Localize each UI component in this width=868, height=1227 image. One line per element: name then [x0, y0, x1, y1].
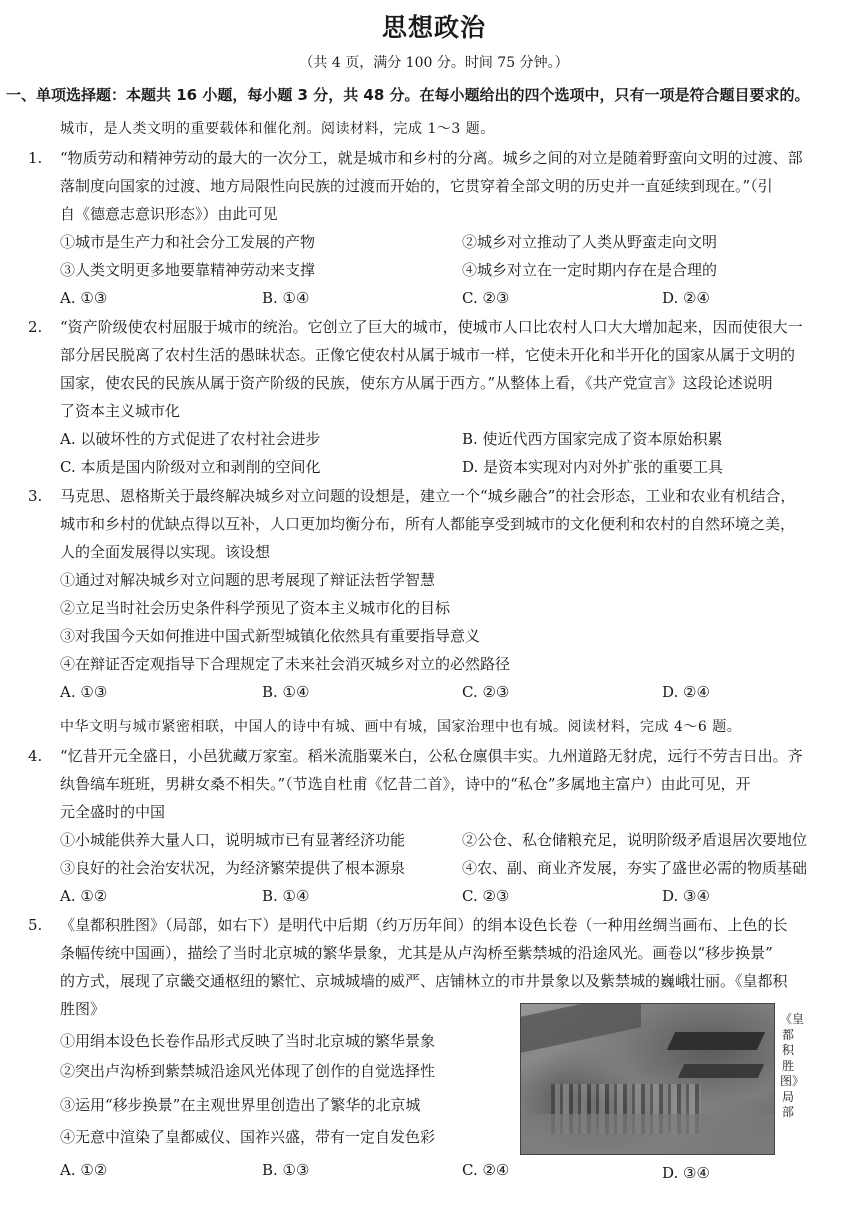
q2-option-a[interactable]: A. 以破坏性的方式促进了农村社会进步 [60, 430, 321, 448]
painting-caption: 《皇都积胜图》局部 [780, 1012, 805, 1119]
q3-option-d[interactable]: D. ②④ [662, 683, 710, 701]
painting-roof [667, 1032, 765, 1050]
q2-stem-line: 国家，使农民的民族从属于资产阶级的民族，使东方从属于西方。”从整体上看，《共产党宣言》这段论述说明 [60, 374, 773, 392]
question-number-4: 4. [28, 747, 43, 765]
q2-stem-line: “资产阶级使农村屈服于城市的统治。它创立了巨大的城市，使城市人口比农村人口大大增加起来，因而使很大一 [60, 318, 803, 336]
q1-item: ④城乡对立在一定时期内存在是合理的 [462, 261, 718, 279]
q2-option-c[interactable]: C. 本质是国内阶级对立和剥削的空间化 [60, 458, 321, 476]
q2-option-b[interactable]: B. 使近代西方国家完成了资本原始积累 [462, 430, 723, 448]
q3-item: ①通过对解决城乡对立问题的思考展现了辩证法哲学智慧 [60, 571, 436, 589]
q3-stem-line: 城市和乡村的优缺点得以互补，人口更加均衡分布，所有人都能享受到城市的文化便利和农村的自然环境之美， [60, 515, 796, 533]
q3-stem-line: 人的全面发展得以实现。该设想 [60, 543, 271, 561]
q5-option-c[interactable]: C. ②④ [462, 1161, 510, 1179]
question-number-5: 5. [28, 916, 43, 934]
q4-item: ①小城能供养大量人口，说明城市已有显著经济功能 [60, 831, 406, 849]
q1-option-b[interactable]: B. ①④ [262, 289, 310, 307]
q3-item: ③对我国今天如何推进中国式新型城镇化依然具有重要指导意义 [60, 627, 481, 645]
q5-stem-line: 的方式，展现了京畿交通枢纽的繁忙、京城城墙的威严、店铺林立的市井景象以及紫禁城的巍峨壮丽。《皇都积 [60, 972, 788, 990]
q1-stem-line: “物质劳动和精神劳动的最大的一次分工，就是城市和乡村的分离。城乡之间的对立是随着野蛮向文明的过渡、部 [60, 149, 803, 167]
q4-option-d[interactable]: D. ③④ [662, 887, 710, 905]
q5-item: ①用绢本设色长卷作品形式反映了当时北京城的繁华景象 [60, 1032, 436, 1050]
question-number-1: 1. [28, 149, 43, 167]
painting-wall [521, 1003, 641, 1053]
section-heading: 一、单项选择题：本题共 16 小题，每小题 3 分，共 48 分。在每小题给出的四个选项中，只有一项是符合题目要求的。 [6, 86, 810, 104]
q1-option-d[interactable]: D. ②④ [662, 289, 710, 307]
q3-stem-line: 马克思、恩格斯关于最终解决城乡对立问题的设想是，建立一个“城乡融合”的社会形态，工业和农业有机结合， [60, 487, 796, 505]
q3-option-a[interactable]: A. ①③ [60, 683, 108, 701]
q3-option-b[interactable]: B. ①④ [262, 683, 310, 701]
q4-option-a[interactable]: A. ①② [60, 887, 108, 905]
q1-item: ②城乡对立推动了人类从野蛮走向文明 [462, 233, 718, 251]
group-intro-2: 中华文明与城市紧密相联，中国人的诗中有城、画中有城，国家治理中也有城。阅读材料，完成 4～6 题。 [60, 719, 742, 735]
q3-option-c[interactable]: C. ②③ [462, 683, 510, 701]
q1-option-a[interactable]: A. ①③ [60, 289, 108, 307]
q1-stem-line: 落制度向国家的过渡、地方局限性向民族的过渡而开始的，它贯穿着全部文明的历史并一直延续到现在。”（引 [60, 177, 773, 195]
q2-stem-line: 部分居民脱离了农村生活的愚昧状态。正像它使农村从属于城市一样，它使未开化和半开化的国家从属于文明的 [60, 346, 796, 364]
painting-roof [678, 1064, 765, 1078]
q5-option-b[interactable]: B. ①③ [262, 1161, 310, 1179]
q5-item: ②突出卢沟桥到紫禁城沿途风光体现了创作的自觉选择性 [60, 1062, 436, 1080]
painting-road [521, 1114, 774, 1154]
q3-item: ④在辩证否定观指导下合理规定了未来社会消灭城乡对立的必然路径 [60, 655, 511, 673]
q1-option-c[interactable]: C. ②③ [462, 289, 510, 307]
q5-option-a[interactable]: A. ①② [60, 1161, 108, 1179]
q2-stem-line: 了资本主义城市化 [60, 402, 181, 420]
q1-item: ③人类文明更多地要靠精神劳动来支撑 [60, 261, 316, 279]
q4-stem-line: 纨鲁缟车班班，男耕女桑不相失。”（节选自杜甫《忆昔二首》，诗中的“私仓”多属地主富户）由此可见，开 [60, 775, 751, 793]
q4-item: ③良好的社会治安状况，为经济繁荣提供了根本源泉 [60, 859, 406, 877]
q4-option-b[interactable]: B. ①④ [262, 887, 310, 905]
q4-option-c[interactable]: C. ②③ [462, 887, 510, 905]
q5-item: ④无意中渲染了皇都威仪、国祚兴盛，带有一定自发色彩 [60, 1128, 436, 1146]
q3-item: ②立足当时社会历史条件科学预见了资本主义城市化的目标 [60, 599, 451, 617]
group-intro-1: 城市，是人类文明的重要载体和催化剂。阅读材料，完成 1～3 题。 [60, 121, 495, 137]
q1-stem-line: 自《德意志意识形态》）由此可见 [60, 205, 278, 223]
question-number-2: 2. [28, 318, 43, 336]
page-title: 思想政治 [381, 13, 486, 42]
q4-stem-line: “忆昔开元全盛日，小邑犹藏万家室。稻米流脂粟米白，公私仓廪俱丰实。九州道路无豺虎，远行不劳吉日出。齐 [60, 747, 803, 765]
q1-item: ①城市是生产力和社会分工发展的产物 [60, 233, 316, 251]
painting-image [520, 1003, 775, 1155]
page-subtitle: （共 4 页，满分 100 分。时间 75 分钟。） [299, 55, 569, 71]
q5-stem-line: 胜图》 [60, 1000, 106, 1018]
q5-stem-line: 条幅传统中国画），描绘了当时北京城的繁华景象，尤其是从卢沟桥至紫禁城的沿途风光。画卷以“移步换景” [60, 944, 773, 962]
q4-item: ②公仓、私仓储粮充足，说明阶级矛盾退居次要地位 [462, 831, 808, 849]
q4-item: ④农、副、商业齐发展，夯实了盛世必需的物质基础 [462, 859, 808, 877]
q4-stem-line: 元全盛时的中国 [60, 803, 166, 821]
q5-option-d[interactable]: D. ③④ [662, 1164, 710, 1182]
q5-item: ③运用“移步换景”在主观世界里创造出了繁华的北京城 [60, 1096, 421, 1114]
q5-stem-line: 《皇都积胜图》（局部，如右下）是明代中后期（约万历年间）的绢本设色长卷（一种用丝绸当画布、上色的长 [60, 916, 788, 934]
question-number-3: 3. [28, 487, 43, 505]
q2-option-d[interactable]: D. 是资本实现对内对外扩张的重要工具 [462, 458, 724, 476]
